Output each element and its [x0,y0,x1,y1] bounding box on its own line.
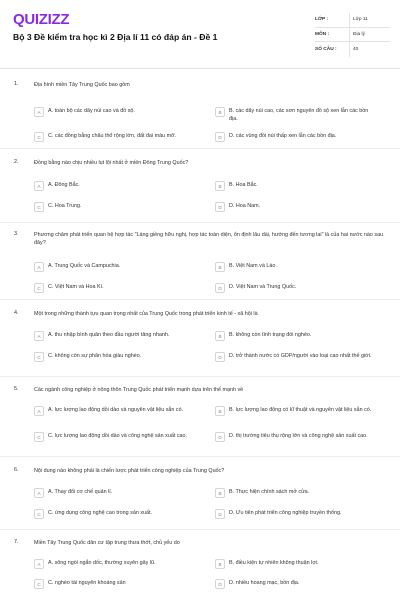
option-a[interactable] [34,181,194,191]
question-number: 1. [14,81,19,87]
option-letter: D [215,579,225,589]
option-text: D. thị trường tiêu thụ rộng lớn và công nghệ sản xuất cao. [229,433,368,440]
meta-value: Lớp 11 [349,13,390,27]
option-letter: C [34,432,44,442]
question-text: Các ngành công nghiệp ở nông thôn Trung Quốc phát triển mạnh dựa trên thế mạnh về [34,387,244,393]
option-a[interactable] [34,107,194,117]
question-number: 5. [14,386,19,392]
option-b[interactable] [215,406,375,416]
meta-value: 40 [349,42,390,57]
option-d[interactable] [215,579,375,589]
meta-value: Địa lý [349,28,390,42]
question-text: Đồng bằng nào chịu nhiều lụt lội nhất ở miền Đông Trung Quốc? [34,160,189,166]
option-c[interactable] [34,432,194,442]
meta-label: LỚP : [315,17,329,23]
option-text: A. Đông Bắc. [48,182,80,189]
option-text: A. lực lượng lao động dồi dào và nguyên vật liệu sẵn có. [48,407,184,414]
option-text: C. lực lượng lao động dồi dào và công nghệ sản xuất cao. [48,433,188,440]
question-text: Nội dung nào không phải là chiến lược phát triển công nghiệp của Trung Quốc? [34,468,225,474]
option-text: B. Thực hiện chính sách mở cửa. [229,489,310,496]
option-b[interactable] [215,488,375,498]
worksheet-title: Bộ 3 Đề kiểm tra học kì 2 Địa lí 11 có đáp án - Đề 1 [13,32,218,42]
option-text: C. Việt Nam và Hoa Kì. [48,284,104,291]
option-letter: D [215,132,225,142]
option-a[interactable] [34,331,194,341]
option-c[interactable] [34,283,194,293]
option-letter: B [215,262,225,272]
option-text: A. toàn bộ các dãy núi cao và đồ sộ. [48,108,135,115]
option-c[interactable] [34,509,194,519]
question-divider [0,299,400,300]
option-text: A. Trung Quốc và Campuchia. [48,263,121,270]
option-c[interactable] [34,132,194,142]
option-letter: A [34,181,44,191]
option-text: C. các đồng bằng châu thổ rộng lớn, đất đai màu mỡ. [48,133,177,140]
option-text: B. Hoa Bắc. [229,182,258,189]
option-text: B. không còn tình trạng đói nghèo. [229,332,312,339]
option-text: C. Hoa Trung. [48,203,82,210]
question-text: Miền Tây Trung Quốc dân cư tập trung thưa thớt, chủ yếu do [34,540,180,546]
option-text: A. thu nhập bình quân theo đầu người tăng nhanh. [48,332,170,339]
option-letter: C [34,283,44,293]
option-letter: C [34,509,44,519]
worksheet-header [0,0,400,68]
option-letter: C [34,202,44,212]
meta-label: MÔN : [315,31,330,37]
option-d[interactable] [215,432,375,442]
question-number: 4. [14,310,19,316]
option-text: D. nhiều hoang mạc, bồn địa. [229,580,300,587]
option-c[interactable] [34,352,194,362]
option-letter: C [34,132,44,142]
option-letter: A [34,107,44,117]
option-a[interactable] [34,559,194,569]
option-d[interactable] [215,509,375,519]
option-b[interactable] [215,331,375,341]
option-letter: A [34,262,44,272]
quizizz-logo: QUIZIZZ [13,11,70,28]
question-divider [0,456,400,457]
option-letter: A [34,488,44,498]
option-a[interactable] [34,262,194,272]
option-a[interactable] [34,406,194,416]
question-divider [0,376,400,377]
option-text: D. Hoa Nam. [229,203,261,210]
option-text: D. các vùng đồi núi thấp xen lẫn các bồn địa. [229,133,337,140]
option-d[interactable] [215,202,375,212]
option-text: A. Thay đổi cơ chế quản lí. [48,489,113,496]
option-text: D. trở thành nước có GDP/người vào loại cao nhất thế giới. [229,353,372,360]
option-text: D. Ưu tiên phát triển công nghiệp truyền thống. [229,510,342,517]
option-text: C. không còn sự phân hóa giàu nghèo. [48,353,142,360]
question-number: 3. [14,231,19,237]
option-text: B. điều kiện tự nhiên không thuận lợi. [229,560,319,567]
header-divider [0,68,400,69]
option-b[interactable] [215,107,375,123]
option-text: B. lực lượng lao động có kĩ thuật và nguyên vật liệu sẵn có. [229,407,372,414]
question-text: Phương châm phát triển quan hệ hợp tác "Láng giềng hữu nghị, hợp tác toàn diện, ổn định lâu dài, hướng đến tương lai" là của hai nước nào sau đây? [34,232,384,247]
option-text: C. nghèo tài nguyên khoáng sản [48,580,126,587]
question-divider [0,148,400,149]
question-text: Một trong những thành tựu quan trọng nhất của Trung Quốc trong phát triển kinh tế - xã hội là [34,311,258,317]
option-text: A. sông ngòi ngắn dốc, thường xuyên gây lũ. [48,560,156,567]
meta-label: SỐ CÂU : [315,46,337,52]
option-letter: B [215,406,225,416]
option-letter: A [34,331,44,341]
option-letter: B [215,107,225,117]
meta-row-class [315,13,390,28]
worksheet-meta [315,13,390,57]
question-divider [0,222,400,223]
option-letter: A [34,559,44,569]
option-letter: A [34,406,44,416]
option-text: B. các dãy núi cao, các sơn nguyên đồ sộ xen lẫn các bồn địa. [229,108,369,122]
question-divider [0,529,400,530]
option-letter: C [34,579,44,589]
option-letter: D [215,202,225,212]
option-letter: C [34,352,44,362]
question-number: 7. [14,539,19,545]
option-letter: D [215,352,225,362]
option-a[interactable] [34,488,194,498]
meta-row-count [315,42,390,57]
option-c[interactable] [34,202,194,212]
option-b[interactable] [215,262,375,272]
question-text: Địa hình miền Tây Trung Quốc bao gồm [34,82,130,88]
option-letter: B [215,331,225,341]
option-text: C. ứng dụng công nghệ cao trong sản xuất. [48,510,153,517]
option-letter: B [215,181,225,191]
option-d[interactable] [215,132,375,142]
option-c[interactable] [34,579,194,589]
option-letter: D [215,283,225,293]
option-b[interactable] [215,559,375,569]
meta-row-subject [315,28,390,43]
option-b[interactable] [215,181,375,191]
option-letter: D [215,432,225,442]
option-letter: B [215,488,225,498]
question-number: 2. [14,159,19,165]
option-d[interactable] [215,283,375,293]
option-text: D. Việt Nam và Trung Quốc. [229,284,297,291]
option-letter: B [215,559,225,569]
option-d[interactable] [215,352,375,362]
option-text: B. Việt Nam và Lào. [229,263,277,270]
question-number: 6. [14,467,19,473]
option-letter: D [215,509,225,519]
